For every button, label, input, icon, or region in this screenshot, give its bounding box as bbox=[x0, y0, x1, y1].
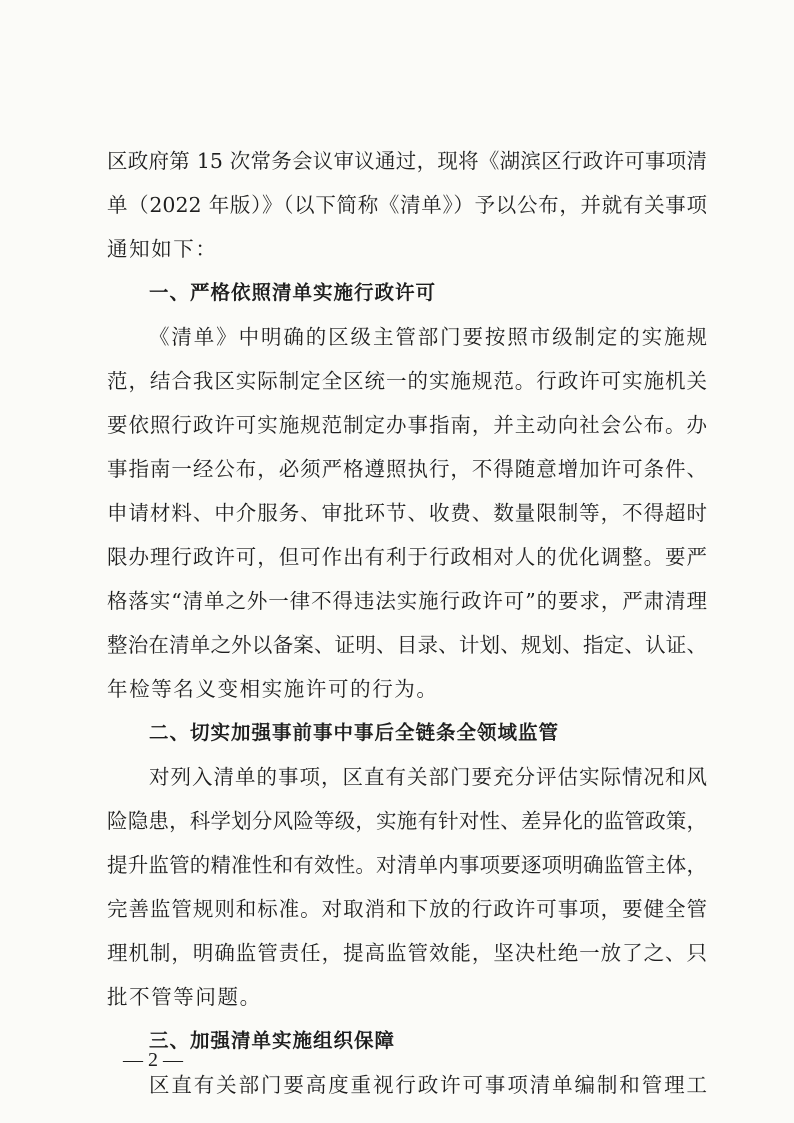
paragraph-line: 通知如下： bbox=[107, 237, 218, 261]
paragraph-line: 批不管等问题。 bbox=[107, 985, 262, 1009]
section-heading-3: 三、加强清单实施组织保障 bbox=[149, 1029, 396, 1052]
paragraph-line: 范，结合我区实际制定全区统一的实施规范。行政许可实施机关 bbox=[107, 369, 707, 393]
paragraph-line: 提升监管的精准性和有效性。对清单内事项要逐项明确监管主体， bbox=[107, 853, 707, 877]
page-number: — 2 — bbox=[123, 1049, 183, 1071]
paragraph-line: 要依照行政许可实施规范制定办事指南，并主动向社会公布。办 bbox=[107, 413, 707, 437]
paragraph-line: 事指南一经公布，必须严格遵照执行，不得随意增加许可条件、 bbox=[107, 457, 707, 481]
paragraph-line: 险隐患，科学划分风险等级，实施有针对性、差异化的监管政策， bbox=[107, 809, 707, 833]
paragraph-line: 整治在清单之外以备案、证明、目录、计划、规划、指定、认证、 bbox=[107, 633, 707, 657]
paragraph-line: 单（2022 年版）》（以下简称《清单》）予以公布，并就有关事项 bbox=[107, 193, 707, 217]
paragraph-line: 理机制，明确监管责任，提高监管效能，坚决杜绝一放了之、只 bbox=[107, 941, 707, 965]
paragraph-line: 年检等名义变相实施许可的行为。 bbox=[107, 677, 439, 701]
paragraph-line: 《清单》中明确的区级主管部门要按照市级制定的实施规 bbox=[149, 325, 707, 349]
paragraph-line: 区直有关部门要高度重视行政许可事项清单编制和管理工 bbox=[149, 1073, 707, 1097]
section-heading-1: 一、严格依照清单实施行政许可 bbox=[149, 281, 437, 304]
paragraph-line: 对列入清单的事项，区直有关部门要充分评估实际情况和风 bbox=[149, 765, 707, 789]
paragraph-line: 完善监管规则和标准。对取消和下放的行政许可事项，要健全管 bbox=[107, 897, 707, 921]
paragraph-line: 格落实“清单之外一律不得违法实施行政许可”的要求，严肃清理 bbox=[107, 589, 707, 613]
paragraph-line: 申请材料、中介服务、审批环节、收费、数量限制等，不得超时 bbox=[107, 501, 707, 525]
paragraph-line: 区政府第 15 次常务会议审议通过，现将《湖滨区行政许可事项清 bbox=[107, 149, 707, 173]
section-heading-2: 二、切实加强事前事中事后全链条全领域监管 bbox=[149, 721, 560, 744]
paragraph-line: 限办理行政许可，但可作出有利于行政相对人的优化调整。要严 bbox=[107, 545, 707, 569]
